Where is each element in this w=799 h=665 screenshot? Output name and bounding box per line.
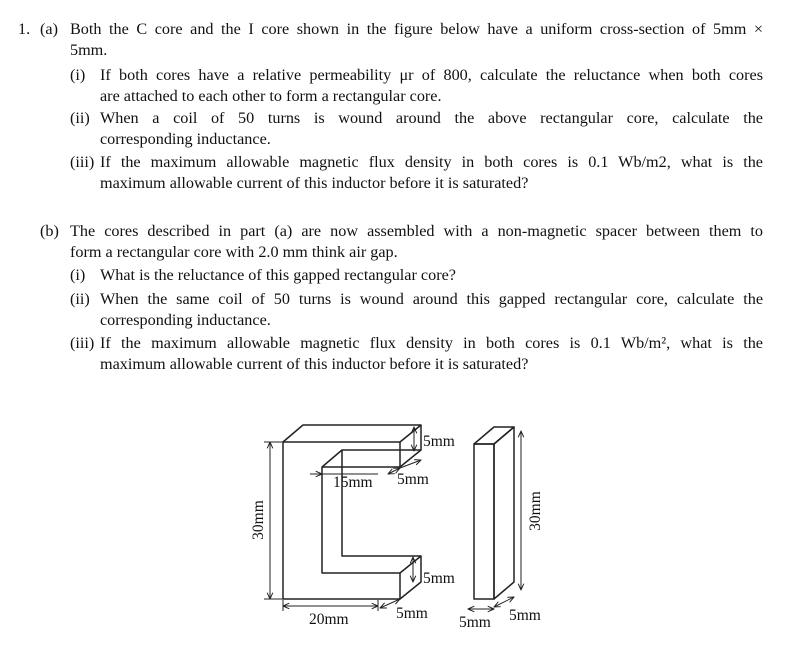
c-inner-label: 15mm: [333, 474, 373, 491]
part-b-iii-line1: If the maximum allowable magnetic flux density in both cores is 0.1 Wb/m², what is the: [100, 334, 763, 352]
part-b-iii-label: (iii): [70, 334, 95, 352]
part-b-ii-label: (ii): [70, 290, 90, 308]
c-depth-label: 5mm: [396, 605, 428, 622]
part-b-intro-line1: The cores described in part (a) are now assembled with a non-magnetic spacer between them to: [70, 222, 763, 240]
part-b-ii-line2: corresponding inductance.: [100, 311, 271, 329]
part-a-intro-line2: 5mm.: [70, 41, 108, 59]
i-height-label: 30mm: [527, 491, 544, 531]
part-a-iii-line1: If the maximum allowable magnetic flux density in both cores is 0.1 Wb/m2, what is the: [100, 153, 763, 171]
i-depth-label: 5mm: [509, 607, 541, 624]
dimension-lines: [264, 427, 521, 611]
part-a-ii-line2: corresponding inductance.: [100, 130, 271, 148]
part-b-intro-line2: form a rectangular core with 2.0 mm think air gap.: [70, 243, 398, 261]
part-b-i-line1: What is the reluctance of this gapped rectangular core?: [100, 266, 456, 284]
i-width-label: 5mm: [459, 614, 491, 631]
part-b-ii-line1: When the same coil of 50 turns is wound around this gapped rectangular core, calculate the: [100, 290, 763, 308]
c-bottom-thickness-label: 5mm: [423, 570, 455, 587]
part-a-ii-label: (ii): [70, 109, 90, 127]
part-b-iii-line2: maximum allowable current of this inductor before it is saturated?: [100, 355, 529, 373]
part-a-i-line2: are attached to each other to form a rectangular core.: [100, 87, 442, 105]
c-arm-width-label: 5mm: [397, 471, 429, 488]
part-a-ii-line1: When a coil of 50 turns is wound around the above rectangular core, calculate the: [100, 109, 763, 127]
part-a-intro-line1: Both the C core and the I core shown in the figure below have a uniform cross-section of 5mm ×: [70, 20, 763, 38]
part-b-label: (b): [40, 222, 59, 240]
part-a-i-label: (i): [70, 66, 86, 84]
c-core: [283, 425, 421, 599]
part-b-i-label: (i): [70, 266, 86, 284]
i-core: [474, 427, 514, 599]
c-width-label: 20mm: [309, 611, 349, 628]
part-a-iii-line2: maximum allowable current of this inductor before it is saturated?: [100, 174, 529, 192]
part-a-iii-label: (iii): [70, 153, 95, 171]
question-number: 1.: [18, 20, 31, 38]
c-height-label: 30mm: [250, 500, 267, 540]
part-a-label: (a): [40, 20, 58, 38]
c-top-thickness-label: 5mm: [423, 433, 455, 450]
part-a-i-line1: If both cores have a relative permeability μr of 800, calculate the reluctance when both cores: [100, 66, 763, 84]
